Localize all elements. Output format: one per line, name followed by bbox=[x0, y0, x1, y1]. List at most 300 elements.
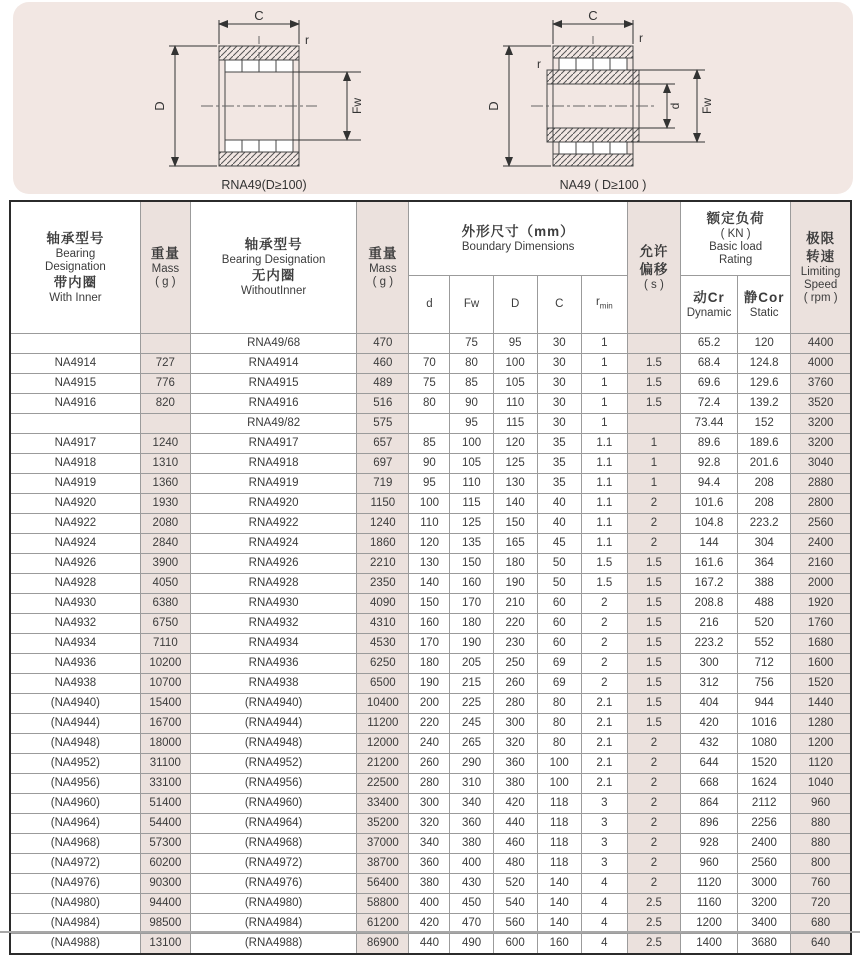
cell bbox=[140, 413, 190, 433]
header-dim-rmin: $r_{min}$ bbox=[581, 275, 627, 333]
cell: 300 bbox=[409, 793, 450, 813]
dim-d-outer bbox=[503, 46, 551, 166]
cell: 1.5 bbox=[627, 353, 680, 373]
label-d-bore: d bbox=[668, 102, 682, 110]
cell: 3760 bbox=[791, 373, 851, 393]
table-row bbox=[10, 813, 851, 833]
cell: 960 bbox=[791, 793, 851, 813]
cell: 3200 bbox=[791, 433, 851, 453]
cell: 1680 bbox=[791, 633, 851, 653]
cell: 265 bbox=[450, 733, 493, 753]
cell: 600 bbox=[493, 933, 537, 954]
cell: 1.1 bbox=[581, 453, 627, 473]
cell: RNA4934 bbox=[190, 633, 356, 653]
cell: 120 bbox=[493, 433, 537, 453]
cell: 2 bbox=[627, 753, 680, 773]
cell: 120 bbox=[409, 533, 450, 553]
cell: 90300 bbox=[140, 873, 190, 893]
table-row bbox=[10, 453, 851, 473]
cell: 430 bbox=[450, 873, 493, 893]
cell: 260 bbox=[409, 753, 450, 773]
cell: 420 bbox=[681, 713, 738, 733]
cell: (RNA4960) bbox=[190, 793, 356, 813]
cell: 69 bbox=[537, 653, 581, 673]
cell: (RNA4964) bbox=[190, 813, 356, 833]
cell: 40 bbox=[537, 493, 581, 513]
label-r-left: r bbox=[537, 57, 541, 71]
cell: 180 bbox=[409, 653, 450, 673]
cell: RNA4914 bbox=[190, 353, 356, 373]
cell: 4 bbox=[581, 933, 627, 954]
cell: 1.5 bbox=[627, 633, 680, 653]
table-row bbox=[10, 673, 851, 693]
cell: 2 bbox=[627, 833, 680, 853]
cell: RNA49/82 bbox=[190, 413, 356, 433]
cell: 68.4 bbox=[681, 353, 738, 373]
cell: 490 bbox=[450, 933, 493, 954]
cell: (RNA4956) bbox=[190, 773, 356, 793]
cell: 1 bbox=[627, 453, 680, 473]
header-bearing-without-inner: 轴承型号 Bearing Designation 无内圈 WithoutInner bbox=[190, 201, 356, 333]
cell: 364 bbox=[738, 553, 791, 573]
cell: 4090 bbox=[357, 593, 409, 613]
header-limiting-speed: 极限 转速 Limiting Speed ( rpm ) bbox=[791, 201, 851, 333]
cell: 1040 bbox=[791, 773, 851, 793]
cell: 57300 bbox=[140, 833, 190, 853]
cell: 118 bbox=[537, 833, 581, 853]
cell: 1.5 bbox=[627, 373, 680, 393]
cell: 95 bbox=[409, 473, 450, 493]
cell: 150 bbox=[493, 513, 537, 533]
cell: 1400 bbox=[681, 933, 738, 954]
cell: 35 bbox=[537, 433, 581, 453]
table-row bbox=[10, 493, 851, 513]
cell: 1200 bbox=[681, 913, 738, 933]
cell: 140 bbox=[493, 493, 537, 513]
cell: 300 bbox=[493, 713, 537, 733]
cell: 360 bbox=[493, 753, 537, 773]
cell: 1016 bbox=[738, 713, 791, 733]
cell: RNA49/68 bbox=[190, 333, 356, 353]
cell: 2.1 bbox=[581, 753, 627, 773]
cell: RNA4922 bbox=[190, 513, 356, 533]
cell: (RNA4948) bbox=[190, 733, 356, 753]
cell: 80 bbox=[537, 733, 581, 753]
label-c: C bbox=[588, 8, 598, 23]
cell: RNA4920 bbox=[190, 493, 356, 513]
cell: 1.1 bbox=[581, 513, 627, 533]
cell: 1520 bbox=[738, 753, 791, 773]
cell: 360 bbox=[450, 813, 493, 833]
cell: 190 bbox=[450, 633, 493, 653]
table-row bbox=[10, 793, 851, 813]
cell: 30 bbox=[537, 373, 581, 393]
cell: 115 bbox=[493, 413, 537, 433]
cell: 1 bbox=[581, 353, 627, 373]
cell: 139.2 bbox=[738, 393, 791, 413]
cell: 190 bbox=[493, 573, 537, 593]
cell: 260 bbox=[493, 673, 537, 693]
cell: 1930 bbox=[140, 493, 190, 513]
cell: 2840 bbox=[140, 533, 190, 553]
cell: 100 bbox=[493, 353, 537, 373]
cell: 470 bbox=[450, 913, 493, 933]
cell: 1920 bbox=[791, 593, 851, 613]
cell: 960 bbox=[681, 853, 738, 873]
cell: 33400 bbox=[357, 793, 409, 813]
cell: RNA4918 bbox=[190, 453, 356, 473]
cell: 520 bbox=[738, 613, 791, 633]
cell: (NA4940) bbox=[10, 693, 140, 713]
cell: 712 bbox=[738, 653, 791, 673]
cell: 420 bbox=[493, 793, 537, 813]
cell: NA4920 bbox=[10, 493, 140, 513]
cell: NA4926 bbox=[10, 553, 140, 573]
cell: 3 bbox=[581, 813, 627, 833]
header-mass-without-inner: 重量 Mass ( g ) bbox=[357, 201, 409, 333]
cell: 35 bbox=[537, 473, 581, 493]
cell: 1 bbox=[581, 393, 627, 413]
cell: 3 bbox=[581, 853, 627, 873]
cell: 2 bbox=[627, 853, 680, 873]
cell: 118 bbox=[537, 813, 581, 833]
cell: 820 bbox=[140, 393, 190, 413]
cell: 489 bbox=[357, 373, 409, 393]
cell: 880 bbox=[791, 813, 851, 833]
cell: 101.6 bbox=[681, 493, 738, 513]
cell: 215 bbox=[450, 673, 493, 693]
bearing-diagram-na49 bbox=[483, 8, 773, 194]
label-fw: Fw bbox=[350, 98, 364, 114]
cell: 2 bbox=[581, 653, 627, 673]
cell: 4 bbox=[581, 893, 627, 913]
cell: 312 bbox=[681, 673, 738, 693]
cell bbox=[409, 333, 450, 353]
header-static-load: 静Cor Static bbox=[738, 275, 791, 333]
cell: 205 bbox=[450, 653, 493, 673]
table-row bbox=[10, 413, 851, 433]
cell: 1240 bbox=[140, 433, 190, 453]
cell: 90 bbox=[409, 453, 450, 473]
cell: 1.5 bbox=[627, 593, 680, 613]
cell: 69 bbox=[537, 673, 581, 693]
cell: 320 bbox=[493, 733, 537, 753]
header-dim-d: d bbox=[409, 275, 450, 333]
table-row bbox=[10, 433, 851, 453]
cell: RNA4916 bbox=[190, 393, 356, 413]
cell: 50 bbox=[537, 553, 581, 573]
cell: 1.5 bbox=[627, 673, 680, 693]
header-boundary-dimensions: 外形尺寸（mm） Boundary Dimensions bbox=[409, 201, 628, 275]
label-d-outer: D bbox=[486, 101, 501, 111]
header-bearing-with-inner: 轴承型号 Bearing Designation 带内圈 With Inner bbox=[10, 201, 140, 333]
cell bbox=[409, 413, 450, 433]
cell: 1240 bbox=[357, 513, 409, 533]
cell: 680 bbox=[791, 913, 851, 933]
cell: 1.5 bbox=[627, 693, 680, 713]
cell: 388 bbox=[738, 573, 791, 593]
page-bottom-rule bbox=[0, 931, 860, 933]
cell: 73.44 bbox=[681, 413, 738, 433]
cell: 94.4 bbox=[681, 473, 738, 493]
cell: 1.5 bbox=[627, 613, 680, 633]
cell bbox=[627, 333, 680, 353]
table-row bbox=[10, 893, 851, 913]
cell: 1.5 bbox=[627, 393, 680, 413]
cell: 460 bbox=[357, 353, 409, 373]
cell: 152 bbox=[738, 413, 791, 433]
cell: 161.6 bbox=[681, 553, 738, 573]
cell: 150 bbox=[409, 593, 450, 613]
cell: 2.5 bbox=[627, 913, 680, 933]
cell: 2350 bbox=[357, 573, 409, 593]
cell: 104.8 bbox=[681, 513, 738, 533]
cell: 18000 bbox=[140, 733, 190, 753]
cell: 3400 bbox=[738, 913, 791, 933]
cell: 450 bbox=[450, 893, 493, 913]
cell: (RNA4972) bbox=[190, 853, 356, 873]
cell: 110 bbox=[493, 393, 537, 413]
cell: 60 bbox=[537, 613, 581, 633]
cell: 220 bbox=[493, 613, 537, 633]
cell: 223.2 bbox=[738, 513, 791, 533]
cell: 3200 bbox=[738, 893, 791, 913]
cell: 1 bbox=[581, 373, 627, 393]
label-r: r bbox=[305, 33, 309, 47]
cell: NA4922 bbox=[10, 513, 140, 533]
cell: (NA4972) bbox=[10, 853, 140, 873]
diagram-caption: NA49 ( D≥100 ) bbox=[559, 178, 647, 192]
cell: 30 bbox=[537, 393, 581, 413]
cell: 657 bbox=[357, 433, 409, 453]
cell: 2 bbox=[627, 513, 680, 533]
cell: 1860 bbox=[357, 533, 409, 553]
cell: NA4938 bbox=[10, 673, 140, 693]
cell: 98500 bbox=[140, 913, 190, 933]
cell: RNA4930 bbox=[190, 593, 356, 613]
cell: 245 bbox=[450, 713, 493, 733]
cell: 80 bbox=[537, 693, 581, 713]
cell: 140 bbox=[537, 913, 581, 933]
cell: 640 bbox=[791, 933, 851, 954]
cell: 1624 bbox=[738, 773, 791, 793]
cell: (NA4952) bbox=[10, 753, 140, 773]
cell: 11200 bbox=[357, 713, 409, 733]
cell: 100 bbox=[537, 753, 581, 773]
cell: 190 bbox=[409, 673, 450, 693]
cell: 6380 bbox=[140, 593, 190, 613]
cell: 2800 bbox=[791, 493, 851, 513]
cell: 470 bbox=[357, 333, 409, 353]
table-row bbox=[10, 773, 851, 793]
cell: 300 bbox=[681, 653, 738, 673]
cell: 720 bbox=[791, 893, 851, 913]
cell: NA4915 bbox=[10, 373, 140, 393]
cell: (RNA4968) bbox=[190, 833, 356, 853]
cell: (RNA4988) bbox=[190, 933, 356, 954]
cell: 896 bbox=[681, 813, 738, 833]
cell: 3900 bbox=[140, 553, 190, 573]
cell: 135 bbox=[450, 533, 493, 553]
cell: 4000 bbox=[791, 353, 851, 373]
cell: 86900 bbox=[357, 933, 409, 954]
cell: 756 bbox=[738, 673, 791, 693]
cell: 776 bbox=[140, 373, 190, 393]
cell: 1120 bbox=[681, 873, 738, 893]
cell: 1 bbox=[581, 333, 627, 353]
table-row bbox=[10, 613, 851, 633]
cell: (NA4956) bbox=[10, 773, 140, 793]
cell: 2 bbox=[627, 733, 680, 753]
cell: 160 bbox=[450, 573, 493, 593]
cell: 2 bbox=[627, 793, 680, 813]
label-fw: Fw bbox=[700, 98, 714, 114]
table-row bbox=[10, 653, 851, 673]
header-dim-C: C bbox=[537, 275, 581, 333]
spec-table-body bbox=[10, 333, 851, 954]
cell: 35 bbox=[537, 453, 581, 473]
cell: 2 bbox=[627, 493, 680, 513]
bearing-diagram-rna49 bbox=[149, 8, 399, 194]
cell: 2.1 bbox=[581, 693, 627, 713]
cell: 60 bbox=[537, 633, 581, 653]
cell: 170 bbox=[409, 633, 450, 653]
cell: (NA4976) bbox=[10, 873, 140, 893]
cell: 1360 bbox=[140, 473, 190, 493]
header-dim-fw: Fw bbox=[450, 275, 493, 333]
cell: 51400 bbox=[140, 793, 190, 813]
cell: 2 bbox=[581, 633, 627, 653]
cell: 2560 bbox=[791, 513, 851, 533]
header-dynamic-load: 动Cr Dynamic bbox=[681, 275, 738, 333]
cell: 230 bbox=[493, 633, 537, 653]
cell: 1080 bbox=[738, 733, 791, 753]
cell: 697 bbox=[357, 453, 409, 473]
cell: 70 bbox=[409, 353, 450, 373]
cell: 760 bbox=[791, 873, 851, 893]
cell: 2 bbox=[581, 673, 627, 693]
cell: 552 bbox=[738, 633, 791, 653]
cell: 30 bbox=[537, 353, 581, 373]
cell: 310 bbox=[450, 773, 493, 793]
cell: 3680 bbox=[738, 933, 791, 954]
cell: 3 bbox=[581, 793, 627, 813]
cell: 189.6 bbox=[738, 433, 791, 453]
cell: 200 bbox=[409, 693, 450, 713]
cell: 250 bbox=[493, 653, 537, 673]
cell bbox=[10, 413, 140, 433]
cell: 50 bbox=[537, 573, 581, 593]
cell: 3000 bbox=[738, 873, 791, 893]
cell: (NA4948) bbox=[10, 733, 140, 753]
cell: 2160 bbox=[791, 553, 851, 573]
cell: (NA4964) bbox=[10, 813, 140, 833]
cell: 129.6 bbox=[738, 373, 791, 393]
cell: 223.2 bbox=[681, 633, 738, 653]
label-c: C bbox=[254, 8, 264, 23]
cell: 516 bbox=[357, 393, 409, 413]
cell: 140 bbox=[537, 893, 581, 913]
cell: 22500 bbox=[357, 773, 409, 793]
cell: RNA4926 bbox=[190, 553, 356, 573]
cell: 2 bbox=[627, 773, 680, 793]
cell: 208.8 bbox=[681, 593, 738, 613]
cell: NA4917 bbox=[10, 433, 140, 453]
cell: 420 bbox=[409, 913, 450, 933]
header-misalignment: 允许 偏移 ( s ) bbox=[627, 201, 680, 333]
cell: 72.4 bbox=[681, 393, 738, 413]
cell: 95 bbox=[493, 333, 537, 353]
cell: 3520 bbox=[791, 393, 851, 413]
cell: 144 bbox=[681, 533, 738, 553]
header-basic-load-rating: 额定负荷 ( KN ) Basic load Rating bbox=[681, 201, 791, 275]
diagram-caption: RNA49(D≥100) bbox=[221, 178, 307, 192]
header-mass-with-inner: 重量 Mass ( g ) bbox=[140, 201, 190, 333]
cell: 440 bbox=[409, 933, 450, 954]
cell: 2.1 bbox=[581, 773, 627, 793]
cell: RNA4932 bbox=[190, 613, 356, 633]
cell: 864 bbox=[681, 793, 738, 813]
table-row bbox=[10, 633, 851, 653]
cell: (RNA4952) bbox=[190, 753, 356, 773]
diagram-band bbox=[13, 2, 853, 194]
cell: 1 bbox=[627, 433, 680, 453]
cell: 37000 bbox=[357, 833, 409, 853]
cell: 3040 bbox=[791, 453, 851, 473]
cell: 400 bbox=[450, 853, 493, 873]
table-row bbox=[10, 753, 851, 773]
cell: 80 bbox=[450, 353, 493, 373]
cell: 90 bbox=[450, 393, 493, 413]
cell: 575 bbox=[357, 413, 409, 433]
cell: 208 bbox=[738, 473, 791, 493]
cell: 95 bbox=[450, 413, 493, 433]
cell: 60 bbox=[537, 593, 581, 613]
cell: 380 bbox=[450, 833, 493, 853]
cell: RNA4919 bbox=[190, 473, 356, 493]
cell: 180 bbox=[493, 553, 537, 573]
cell: RNA4915 bbox=[190, 373, 356, 393]
cell: 85 bbox=[409, 433, 450, 453]
cell: 1.1 bbox=[581, 493, 627, 513]
cell: 304 bbox=[738, 533, 791, 553]
cell: 30 bbox=[537, 413, 581, 433]
cell bbox=[10, 333, 140, 353]
cell: 75 bbox=[409, 373, 450, 393]
cell: 1760 bbox=[791, 613, 851, 633]
cell: 2 bbox=[627, 813, 680, 833]
cell: 340 bbox=[409, 833, 450, 853]
cell: NA4936 bbox=[10, 653, 140, 673]
cell: 16700 bbox=[140, 713, 190, 733]
header-dim-D: D bbox=[493, 275, 537, 333]
table-row bbox=[10, 333, 851, 353]
cell: 944 bbox=[738, 693, 791, 713]
cell: (NA4980) bbox=[10, 893, 140, 913]
table-row bbox=[10, 693, 851, 713]
cell: 125 bbox=[450, 513, 493, 533]
cell: NA4928 bbox=[10, 573, 140, 593]
cell: 160 bbox=[409, 613, 450, 633]
cell: 1.5 bbox=[627, 553, 680, 573]
cell: 33100 bbox=[140, 773, 190, 793]
cell: 2000 bbox=[791, 573, 851, 593]
cell: 1280 bbox=[791, 713, 851, 733]
table-row bbox=[10, 473, 851, 493]
cell: 4530 bbox=[357, 633, 409, 653]
cell: 40 bbox=[537, 513, 581, 533]
cell: 118 bbox=[537, 853, 581, 873]
